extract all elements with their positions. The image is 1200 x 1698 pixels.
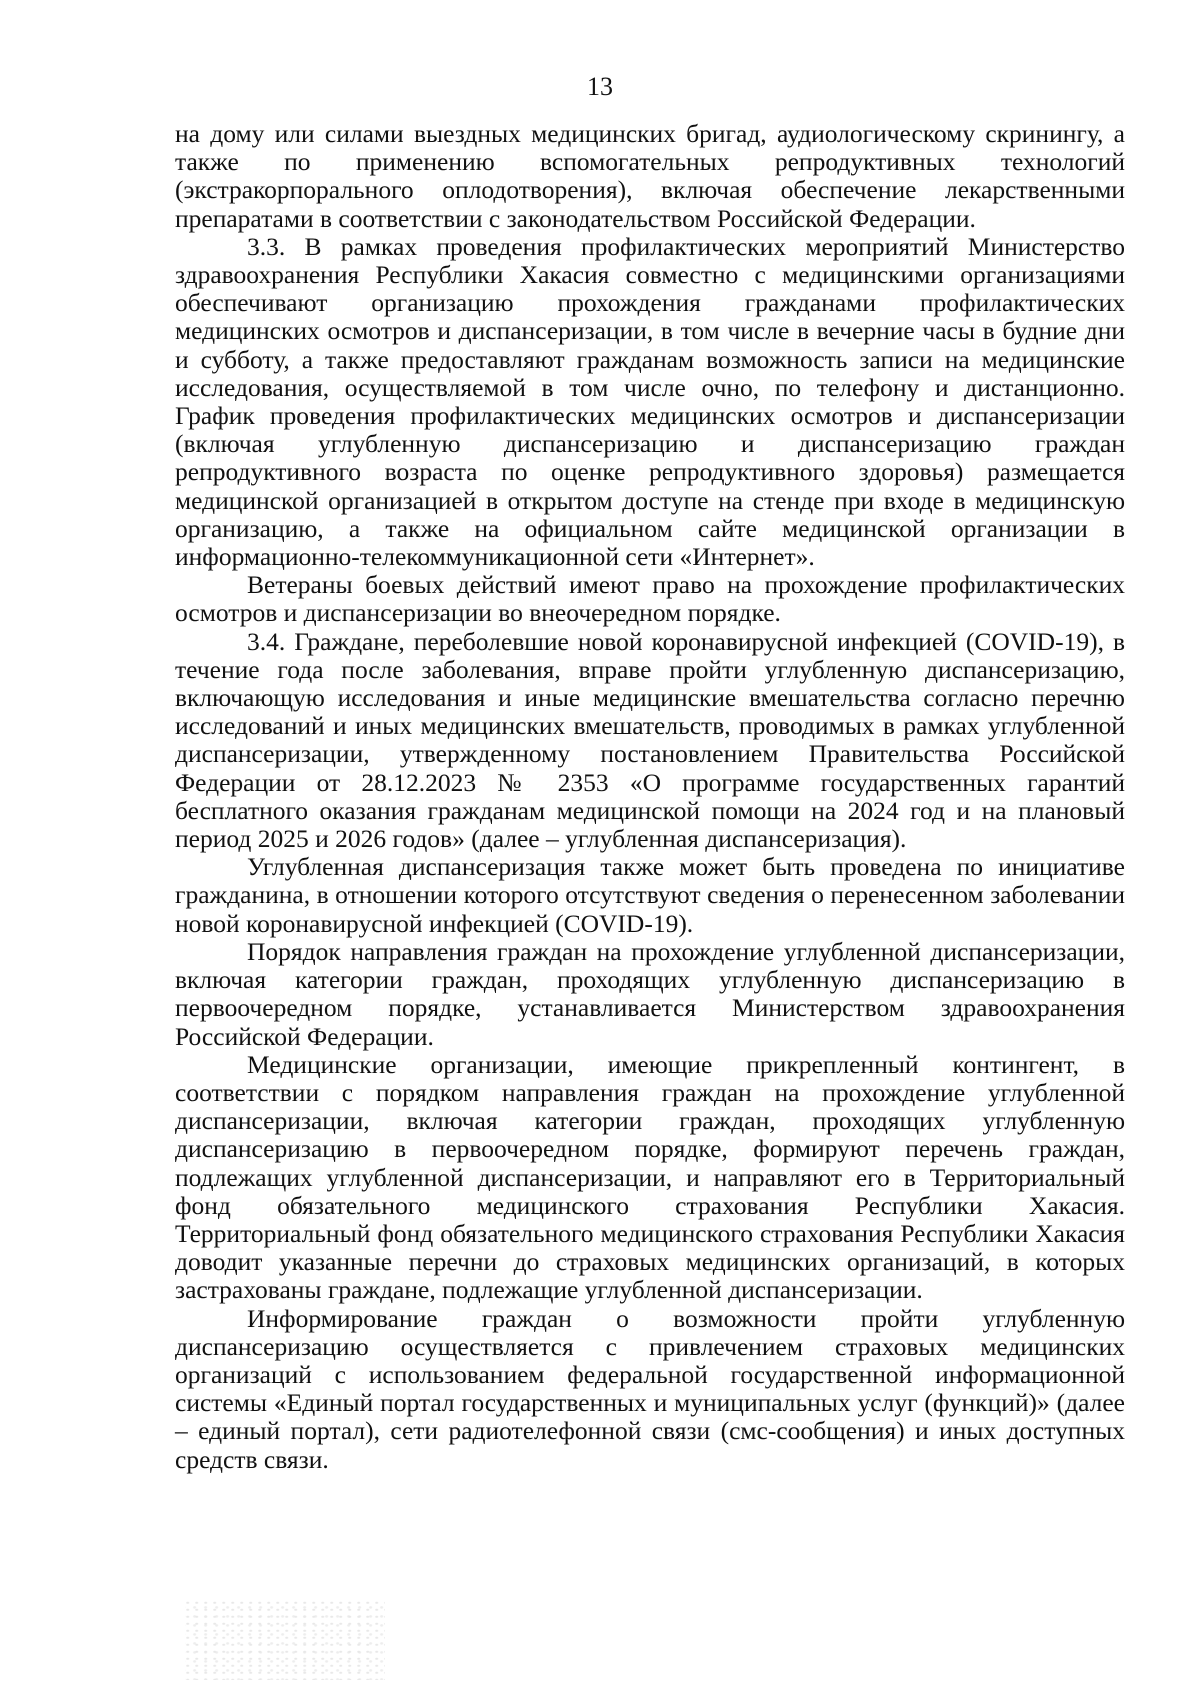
paragraph-section-3-4: 3.4. Граждане, переболевшие новой коронавирусной инфекцией (COVID-19), в течение года после заболевания, вправе пройти углубленную диспансеризацию, включающую исследования и иные медицинские вмешательства согласно перечню исследований и иных медицинских вмешательств, проводимых в рамках углубленной диспансеризации, утвержденному постановлением Правительства Российской Федерации от 28.12.2023 № 2353 «О программе государственных гарантий бесплатного оказания гражданам медицинской помощи на 2024 год и на плановый период 2025 и 2026 годов» (далее – углубленная диспансеризация). [175,626,1125,854]
paragraph-continuation: на дому или силами выездных медицинских бригад, аудиологическому скринингу, а также по применению вспомогательных репродуктивных технологий (экстракорпорального оплодотворения), включая обеспечение лекарственными препаратами в соответствии с законодательством Российской Федерации. [175,119,1125,233]
paragraph-informing-citizens: Информирование граждан о возможности пройти углубленную диспансеризацию осуществляется с привлечением страховых медицинских организаций с использованием федеральной государственной информационной системы «Единый портал государственных и муниципальных услуг (функций)» (далее – единый портал), сети радиотелефонной связи (смс-сообщения) и иных доступных средств связи. [175,1303,1125,1474]
paragraph-referral-procedure: Порядок направления граждан на прохождение углубленной диспансеризации, включая категории граждан, проходящих углубленную диспансеризацию в первоочередном порядке, устанавливается Министерством здравоохранения Российской Федерации. [175,936,1125,1051]
document-body [175,120,1125,1474]
paragraph-section-3-3: 3.3. В рамках проведения профилактических мероприятий Министерство здравоохранения Республики Хакасия совместно с медицинскими организациями обеспечивают организацию прохождения гражданами профилактических медицинских осмотров и диспансеризации, в том числе в вечерние часы в будние дни и субботу, а также предоставляют гражданам возможность записи на медицинские исследования, осуществляемой в том числе очно, по телефону и дистанционно. График проведения профилактических медицинских осмотров и диспансеризации (включая углубленную диспансеризацию и диспансеризацию граждан репродуктивного возраста по оценке репродуктивного здоровья) размещается медицинской организацией в открытом доступе на стенде при входе в медицинскую организацию, а также на официальном сайте медицинской организации в информационно-телекоммуникационной сети «Интернет». [175,231,1125,572]
paragraph-medical-organizations: Медицинские организации, имеющие прикрепленный контингент, в соответствии с порядком направления граждан на прохождение углубленной диспансеризации, включая категории граждан, проходящих углубленную диспансеризацию в первоочередном порядке, формируют перечень граждан, подлежащих углубленной диспансеризации, и направляют его в Территориальный фонд обязательного медицинского страхования Республики Хакасия. Территориальный фонд обязательного медицинского страхования Республики Хакасия доводит указанные перечни до страховых медицинских организаций, в которых застрахованы граждане, подлежащие углубленной диспансеризации. [175,1049,1125,1305]
scan-artifact [185,1600,385,1680]
paragraph-citizen-initiative: Углубленная диспансеризация также может быть проведена по инициативе гражданина, в отношении которого отсутствуют сведения о перенесенном заболевании новой коронавирусной инфекцией (COVID-19). [175,852,1125,938]
paragraph-combat-veterans: Ветераны боевых действий имеют право на прохождение профилактических осмотров и диспансеризации во внеочередном порядке. [175,570,1125,628]
page-number: 13 [587,72,613,101]
